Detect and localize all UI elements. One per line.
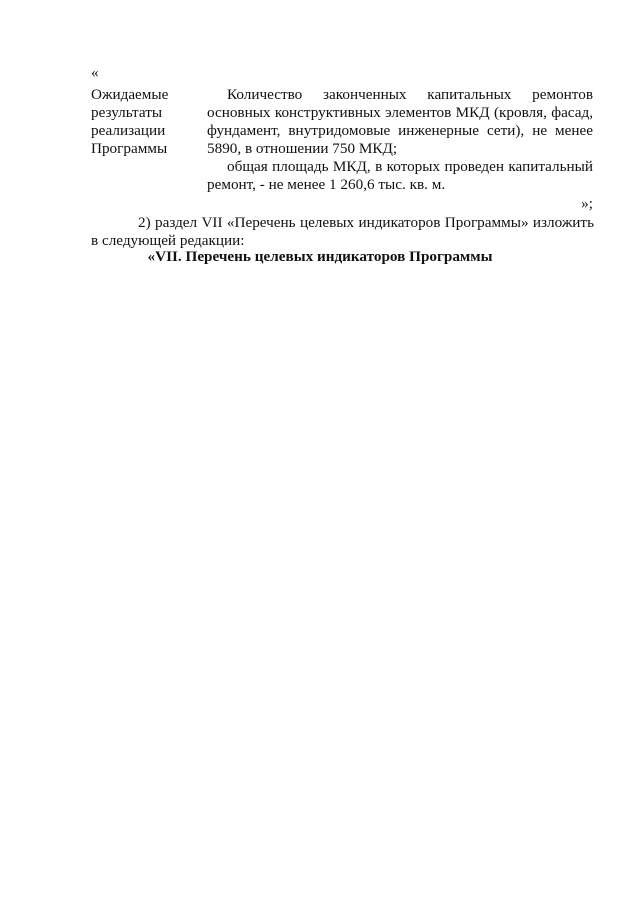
closing-quote-mark: »;	[581, 195, 593, 212]
row-label-line: Программы	[91, 140, 168, 157]
amendment-paragraph: 2) раздел VII «Перечень целевых индикаторов Программы» изложить в следующей редакции:	[91, 214, 594, 249]
row-label-line: Ожидаемые	[91, 86, 169, 103]
row-paragraph-repairs-count: Количество законченных капитальных ремонтов основных конструктивных элементов МКД (кровля, фасад, фундамент, внутридомовые инженерные сети), не менее 5890, в отношении 750 МКД;	[207, 86, 593, 157]
passport-row-expected-results	[91, 86, 593, 194]
row-label-line: результаты	[91, 104, 163, 121]
section-heading: «VII. Перечень целевых индикаторов Программы	[147, 248, 493, 265]
row-label-line: реализации	[91, 122, 166, 139]
row-paragraph-total-area: общая площадь МКД, в которых проведен капитальный ремонт, - не менее 1 260,6 тыс. кв. м.	[207, 158, 593, 193]
row-label	[91, 86, 207, 194]
row-content	[207, 86, 593, 194]
opening-quote-mark: «	[91, 64, 99, 81]
